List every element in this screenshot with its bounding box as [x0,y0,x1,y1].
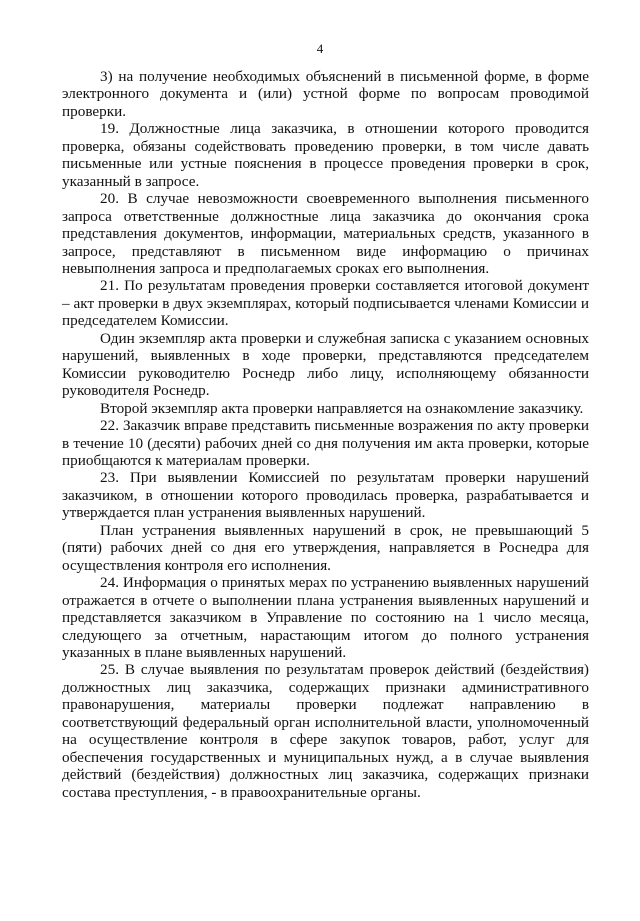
paragraph-25: 25. В случае выявления по результатам проверок действий (бездействия) должностных лиц заказчика, содержащих признаки административного правонарушения, материалы проверки подлежат направлению в соответствующий федеральный орган исполнительной власти, уполномоченный на осуществление контроля в сфере закупок товаров, работ, услуг для обеспечения государственных и муниципальных нужд, а в случае выявления действий (бездействия) должностных лиц заказчика, содержащих признаки состава преступления, - в правоохранительные органы. [62,661,589,801]
paragraph-19: 19. Должностные лица заказчика, в отношении которого проводится проверка, обязаны содействовать проведению проверки, в том числе давать письменные или устные пояснения в процессе проведения проверки в срок, указанный в запросе. [62,120,589,190]
paragraph-23: 23. При выявлении Комиссией по результатам проверки нарушений заказчиком, в отношении которого проводилась проверка, разрабатывается и утверждается план устранения выявленных нарушений. [62,469,589,522]
page-number: 4 [316,41,324,56]
paragraph-21-copy-one: Один экземпляр акта проверки и служебная записка с указанием основных нарушений, выявленных в ходе проверки, представляются председателем Комиссии руководителю Роснедр либо лицу, исполняющему обязанности руководителя Роснедр. [62,329,589,400]
paragraph-23-plan: План устранения выявленных нарушений в срок, не превышающий 5 (пяти) рабочих дней со дня его утверждения, направляется в Роснедра для осуществления контроля его исполнения. [62,521,589,574]
paragraph-21: 21. По результатам проведения проверки составляется итоговой документ – акт проверки в двух экземплярах, который подписывается членами Комиссии и председателем Комиссии. [62,277,589,330]
paragraph-21-copy-two: Второй экземпляр акта проверки направляется на ознакомление заказчику. [100,399,584,417]
paragraph-20: 20. В случае невозможности своевременного выполнения письменного запроса ответственные должностные лица заказчика до окончания срока представления документов, информации, материальных средств, указанного в запросе, представляют в письменном виде информацию о причинах невыполнения запроса и предполагаемых сроках его выполнения. [62,190,589,277]
paragraph-24: 24. Информация о принятых мерах по устранению выявленных нарушений отражается в отчете о выполнении плана устранения выявленных нарушений и представляется заказчиком в Управление по состоянию на 1 число месяца, следующего за отчетным, нарастающим итогом до полного устранения указанных в плане выявленных нарушений. [62,574,589,661]
paragraph-22: 22. Заказчик вправе представить письменные возражения по акту проверки в течение 10 (десяти) рабочих дней со дня получения им акта проверки, которые приобщаются к материалам проверки. [62,417,589,469]
paragraph-item-3: 3) на получение необходимых объяснений в письменной форме, в форме электронного документа и (или) устной форме по вопросам проводимой проверки. [62,68,589,120]
document-body [62,68,589,801]
